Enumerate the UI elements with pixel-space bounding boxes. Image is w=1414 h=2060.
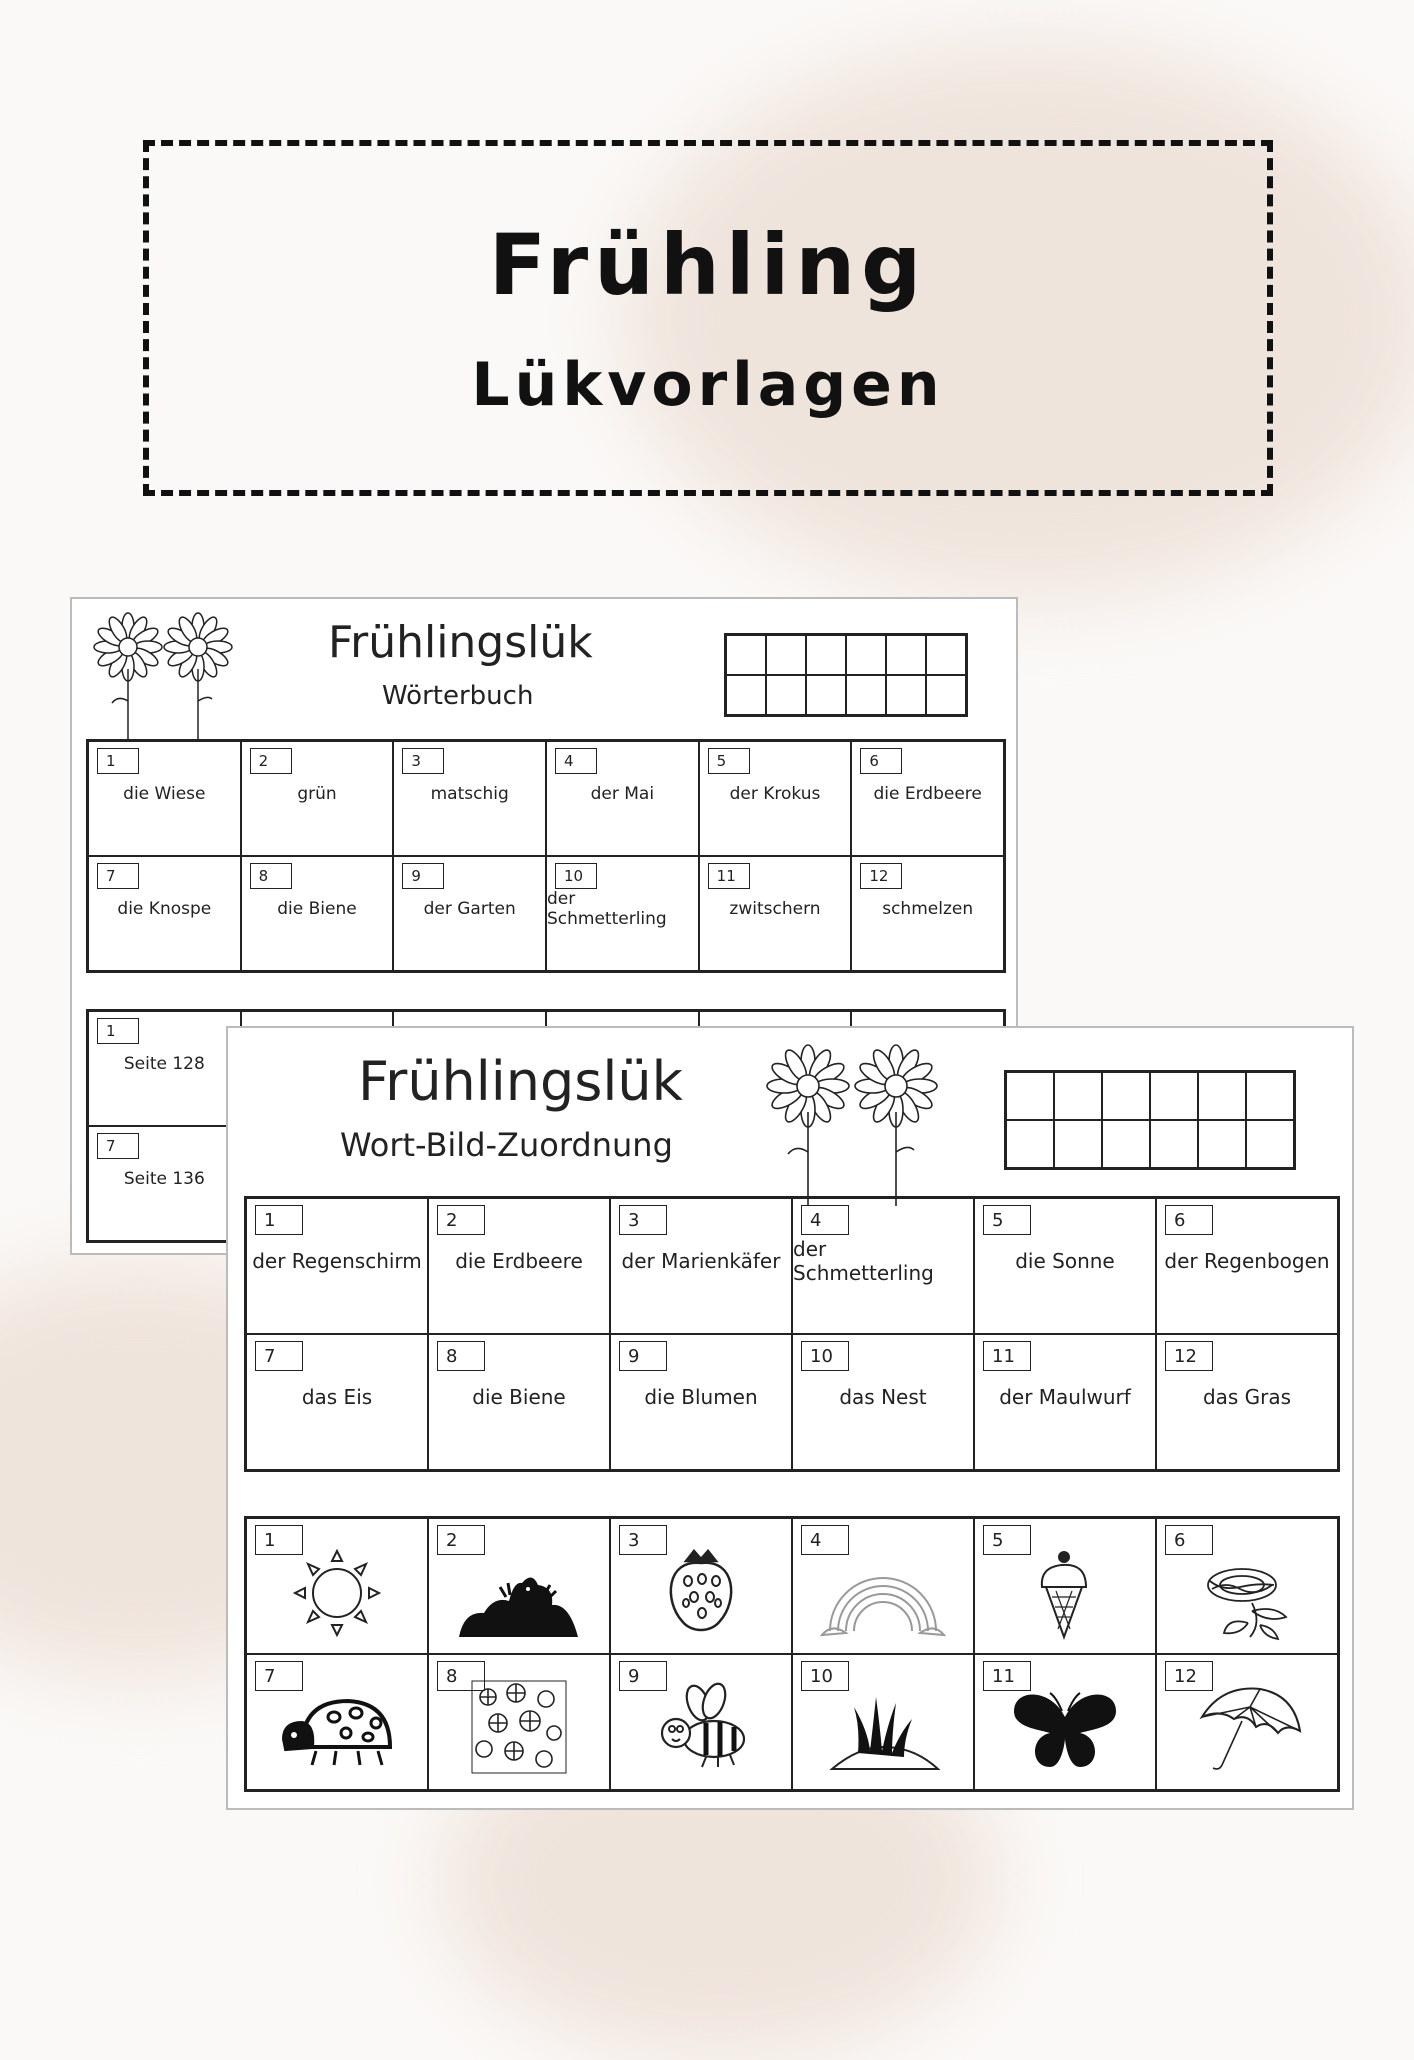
- word-label: der Schmetterling: [547, 888, 667, 929]
- cell-number: 7: [255, 1661, 303, 1691]
- picture-cell: [792, 1518, 974, 1654]
- word-label: der Regenschirm: [252, 1249, 422, 1273]
- ladybug-icon: [272, 1677, 402, 1777]
- word-label: der Schmetterling: [793, 1237, 934, 1285]
- cell-number: 1: [255, 1525, 303, 1555]
- picture-cell: [246, 1654, 428, 1790]
- grass-icon: [818, 1677, 948, 1777]
- word-cell: [974, 1198, 1156, 1334]
- word-label: der Krokus: [729, 783, 821, 804]
- word-cell: [1156, 1198, 1338, 1334]
- word-cell: [851, 741, 1004, 856]
- ice-cream-icon: [1000, 1541, 1130, 1641]
- sheet-back-subtitle: Wörterbuch: [382, 681, 534, 711]
- cell-number: 7: [97, 863, 139, 889]
- word-cell: [974, 1334, 1156, 1470]
- sheet-back-title: Frühlingslük: [328, 617, 593, 668]
- sun-icon: [272, 1541, 402, 1641]
- word-cell: [88, 856, 241, 971]
- picture-grid: [244, 1516, 1340, 1792]
- cell-number: 4: [801, 1525, 849, 1555]
- cell-number: 10: [801, 1661, 849, 1691]
- nest-icon: [1182, 1541, 1312, 1641]
- picture-cell: [428, 1654, 610, 1790]
- word-cell: [610, 1198, 792, 1334]
- cover-title: Frühling: [488, 216, 928, 314]
- cell-number: 12: [1165, 1661, 1213, 1691]
- word-cell: [792, 1198, 974, 1334]
- cell-number: 2: [437, 1525, 485, 1555]
- cell-number: 6: [1165, 1525, 1213, 1555]
- word-cell: [393, 741, 546, 856]
- word-label: matschig: [430, 783, 509, 804]
- cell-number: 8: [437, 1341, 485, 1371]
- cell-number: 7: [255, 1341, 303, 1371]
- word-label: die Wiese: [123, 783, 206, 804]
- word-label: die Knospe: [117, 898, 212, 919]
- word-cell: [546, 741, 699, 856]
- cell-number: 10: [801, 1341, 849, 1371]
- word-cell: [610, 1334, 792, 1470]
- cell-number: 1: [255, 1205, 303, 1235]
- word-label: schmelzen: [882, 898, 974, 919]
- word-cell: [246, 1198, 428, 1334]
- rainbow-icon: [818, 1541, 948, 1641]
- cell-number: 3: [619, 1525, 667, 1555]
- word-cell: [546, 856, 699, 971]
- picture-cell: [792, 1654, 974, 1790]
- cell-number: 5: [983, 1525, 1031, 1555]
- word-label: die Biene: [277, 898, 357, 919]
- word-label: die Erdbeere: [455, 1249, 583, 1273]
- word-label: zwitschern: [729, 898, 821, 919]
- cell-number: 5: [708, 748, 750, 774]
- cell-number: 11: [983, 1661, 1031, 1691]
- cell-number: 1: [97, 748, 139, 774]
- word-grid: [244, 1196, 1340, 1472]
- picture-cell: [246, 1518, 428, 1654]
- picture-cell: [1156, 1654, 1338, 1790]
- umbrella-icon: [1182, 1677, 1312, 1777]
- mole-icon: [454, 1541, 584, 1641]
- picture-cell: [974, 1654, 1156, 1790]
- picture-cell: [610, 1654, 792, 1790]
- cell-number: 11: [983, 1341, 1031, 1371]
- butterfly-icon: [1000, 1677, 1130, 1777]
- worksheet-wort-bild: [226, 1026, 1354, 1810]
- daisy-flowers-icon: [90, 611, 240, 741]
- cell-number: 10: [555, 863, 597, 889]
- word-cell: [428, 1334, 610, 1470]
- word-cell: [241, 856, 394, 971]
- cell-number: 9: [619, 1661, 667, 1691]
- cell-number: 6: [860, 748, 902, 774]
- word-cell: [699, 741, 852, 856]
- picture-cell: [610, 1518, 792, 1654]
- cell-number: 12: [1165, 1341, 1213, 1371]
- word-label: der Mai: [590, 783, 655, 804]
- cell-number: 9: [619, 1341, 667, 1371]
- word-cell: [792, 1334, 974, 1470]
- cell-number: 8: [250, 863, 292, 889]
- cell-number: 11: [708, 863, 750, 889]
- sheet-front-title: Frühlingslük: [358, 1050, 683, 1113]
- cell-number: 6: [1165, 1205, 1213, 1235]
- word-label: die Biene: [472, 1385, 566, 1409]
- word-label: der Maulwurf: [999, 1385, 1131, 1409]
- word-cell: [393, 856, 546, 971]
- word-cell: [88, 741, 241, 856]
- page-label: Seite 136: [123, 1168, 205, 1189]
- word-grid: [86, 739, 1006, 973]
- cell-number: 3: [619, 1205, 667, 1235]
- picture-cell: [974, 1518, 1156, 1654]
- word-label: der Regenbogen: [1164, 1249, 1330, 1273]
- sheet-front-subtitle: Wort-Bild-Zuordnung: [340, 1126, 673, 1164]
- cell-number: 4: [555, 748, 597, 774]
- cell-number: 7: [97, 1133, 139, 1159]
- word-cell: [851, 856, 1004, 971]
- cell-number: 9: [402, 863, 444, 889]
- daisy-flowers-icon: [764, 1042, 944, 1206]
- word-label: die Erdbeere: [873, 783, 982, 804]
- cell-number: 1: [97, 1018, 139, 1044]
- cell-number: 5: [983, 1205, 1031, 1235]
- word-label: der Marienkäfer: [621, 1249, 781, 1273]
- word-cell: [1156, 1334, 1338, 1470]
- control-box: [724, 633, 968, 717]
- word-cell: [241, 741, 394, 856]
- word-label: das Eis: [301, 1385, 373, 1409]
- word-label: das Nest: [839, 1385, 927, 1409]
- page-cell: [88, 1011, 241, 1126]
- picture-cell: [428, 1518, 610, 1654]
- cell-number: 3: [402, 748, 444, 774]
- cell-number: 4: [801, 1205, 849, 1235]
- word-label: der Garten: [423, 898, 516, 919]
- word-label: das Gras: [1202, 1385, 1292, 1409]
- word-cell: [428, 1198, 610, 1334]
- page-cell: [88, 1126, 241, 1241]
- cover-title-box: [143, 140, 1273, 496]
- word-label: die Blumen: [644, 1385, 758, 1409]
- picture-cell: [1156, 1518, 1338, 1654]
- cell-number: 2: [437, 1205, 485, 1235]
- cover-subtitle: Lükvorlagen: [471, 350, 945, 420]
- bee-icon: [636, 1677, 766, 1777]
- cell-number: 8: [437, 1661, 485, 1691]
- word-cell: [699, 856, 852, 971]
- word-label: grün: [297, 783, 337, 804]
- flowers-icon: [454, 1677, 584, 1777]
- word-label: die Sonne: [1015, 1249, 1115, 1273]
- word-cell: [246, 1334, 428, 1470]
- control-box: [1004, 1070, 1296, 1170]
- strawberry-icon: [636, 1541, 766, 1641]
- page-label: Seite 128: [123, 1053, 205, 1074]
- cell-number: 2: [250, 748, 292, 774]
- cell-number: 12: [860, 863, 902, 889]
